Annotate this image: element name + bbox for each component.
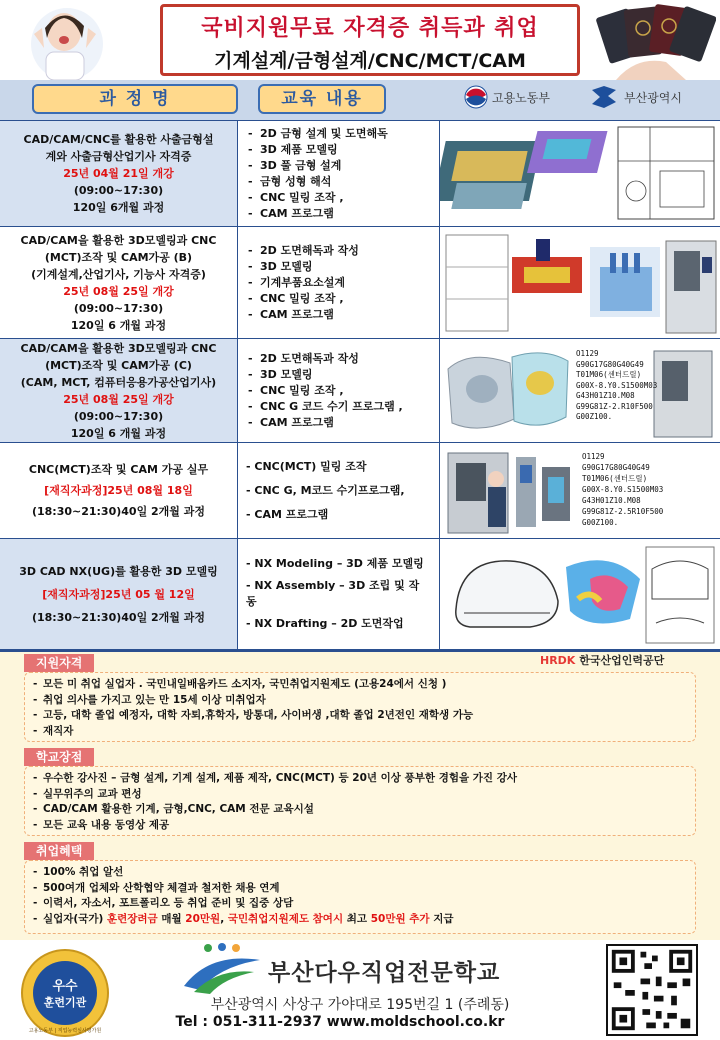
allowance-highlight: 훈련장려금 (106, 912, 158, 925)
content-item: - 3D 모델링 (260, 259, 429, 275)
benefit-item: - 100% 취업 알선 (43, 865, 685, 881)
content-item: - CNC 밀링 조작 , (260, 291, 429, 307)
gcode-listing (576, 349, 657, 423)
busan-city-text: 부산광역시 (624, 91, 682, 105)
course-start-date: 25년 08월 25일 개강 (63, 284, 174, 298)
content-item: - 2D 도면해독과 작성 (260, 351, 429, 367)
course-time: (18:30~21:30)40일 2개월 과정 (31, 610, 206, 624)
hrdk-logo (540, 652, 664, 668)
allowance-amount: 50만원 추가 (370, 912, 430, 925)
gcode-line: T01M06(센터드릴) (582, 474, 648, 483)
qr-code-icon[interactable] (606, 944, 698, 1036)
qualification-item: - 재직자 (43, 724, 685, 740)
course-name-line: CAD/CAM을 활용한 3D모델링과 CNC (20, 341, 217, 355)
course-name-cell (0, 121, 238, 226)
benefits-title: 취업혜택 (24, 842, 94, 860)
content-item: - 3D 제품 모델링 (260, 142, 429, 158)
seal-ring-text: 고용노동부 | 직업능력심사평가원 (28, 1028, 102, 1034)
allowance-amount: 20만원 (185, 912, 221, 925)
course-name-header: 과 정 명 (32, 84, 238, 114)
course-start-date: [재직자과정]25년 08월 18일 (44, 484, 193, 497)
strengths-list (24, 766, 696, 836)
machine-parts-image (440, 227, 720, 338)
labor-ministry-text: 고용노동부 (492, 91, 550, 105)
hrdk-mark: HRDK (540, 654, 576, 667)
course-row-2 (0, 226, 720, 338)
school-address: 부산광역시 사상구 가야대로 195번길 1 (주례동) (210, 997, 510, 1013)
gcode-line: O1129 (576, 349, 599, 358)
course-content-cell (238, 539, 440, 649)
content-item: - CNC(MCT) 밀링 조작 (246, 459, 367, 473)
allowance-text: 실업자(국가) (43, 912, 107, 925)
course-name-cell (0, 339, 238, 442)
qualification-list (24, 672, 696, 742)
benefits-list (24, 860, 696, 934)
course-row-3 (0, 338, 720, 442)
content-item: - CNC 밀링 조작 , (260, 190, 429, 206)
strength-item: - 우수한 강사진 – 금형 설계, 기계 설계, 제품 제작, CNC(MCT) 등 20년 이상 풍부한 경험을 가진 강사 (43, 771, 685, 787)
headline-title: 국비지원무료 자격증 취득과 취업 (201, 16, 539, 41)
header (0, 0, 720, 80)
content-item: - NX Drafting – 2D 도면작업 (246, 617, 404, 630)
content-item: - CNC 밀링 조작 , (260, 383, 429, 399)
course-name-line: CNC(MCT)조작 및 CAM 가공 실무 (28, 463, 209, 476)
hrdk-name: 한국산업인력공단 (579, 654, 665, 667)
course-content-cell (238, 339, 440, 442)
cnc-machining-image (440, 339, 720, 442)
gcode-line: G00Z100. (582, 518, 619, 527)
allowance-highlight: 국민취업지원제도 참여시 (227, 912, 344, 925)
course-start-date: 25년 04월 21일 개강 (63, 167, 174, 180)
strength-item: - 모든 교육 내용 동영상 제공 (43, 818, 685, 834)
content-item: - CNC G 코드 수기 프로그램 , (260, 399, 429, 415)
content-item: - CNC G, M코드 수기프로그램, (246, 483, 405, 497)
course-name-line: (MCT)조작 및 CAM가공 (C) (45, 358, 192, 372)
gcode-line: G99G81Z-2.R10F500 (576, 401, 653, 411)
course-name-cell (0, 539, 238, 649)
allowance-text: 최고 (343, 912, 371, 925)
content-item: - 2D 도면해독과 작성 (260, 243, 429, 259)
allowance-text: 매월 (157, 912, 186, 925)
course-name-line: (MCT)조작 및 CAM가공 (B) (44, 250, 193, 264)
labor-ministry-logo (462, 82, 574, 112)
course-name-cell (0, 443, 238, 538)
course-name-line: (기계설계,산업기사, 기능사 자격증) (31, 267, 206, 281)
gcode-line: G90G17G80G40G49 (576, 359, 644, 369)
content-item: - CAM 프로그램 (260, 307, 429, 323)
course-content-cell (238, 121, 440, 226)
gcode-line: G90G17G80G40G49 (582, 463, 650, 472)
benefit-item-allowance (43, 912, 685, 928)
cnc-operator-image (440, 443, 720, 538)
school-name: 부산다우직업전문학교 (268, 960, 501, 986)
qualification-item: - 고등, 대학 졸업 예정자, 대학 자퇴,휴학자, 방통대, 사이버생 ,대학 졸업 2년전인 재학생 가능 (43, 708, 685, 724)
course-duration: 120일 6 개월 과정 (70, 318, 167, 332)
course-content-header: 교육 내용 (258, 84, 386, 114)
gcode-line: G43H01Z10.M08 (576, 391, 635, 400)
course-time: (09:00~17:30) (73, 184, 164, 197)
course-content-cell (238, 443, 440, 538)
gcode-listing (582, 451, 663, 528)
content-item: - 기계부품요소설계 (260, 275, 429, 291)
course-duration: 120일 6 개월 과정 (70, 426, 167, 440)
gcode-line: G00Z100. (576, 412, 613, 421)
course-row-1 (0, 120, 720, 226)
benefit-item: - 500여개 업체와 산학협약 체결과 철저한 채용 연계 (43, 881, 685, 897)
content-item: - NX Modeling – 3D 제품 모델링 (246, 557, 424, 570)
course-start-date: [재직자과정]25년 05 월 12일 (42, 587, 195, 601)
allowance-text: 지급 (429, 912, 454, 925)
qualification-title: 지원자격 (24, 654, 94, 672)
benefit-item: - 이력서, 자소서, 포트폴리오 등 취업 준비 및 집중 상담 (43, 896, 685, 912)
gcode-line: G99G81Z-2.5R10F500 (582, 507, 664, 516)
course-name-cell (0, 227, 238, 338)
nx-modeling-image (440, 539, 720, 649)
course-content-cell (238, 227, 440, 338)
course-time: (09:00~17:30) (73, 301, 164, 315)
seal-bottom-text: 훈련기관 (43, 996, 87, 1009)
course-name-line: 계와 사출금형산업기사 자격증 (45, 150, 192, 163)
content-item: - 2D 금형 설계 및 도면해독 (260, 126, 429, 142)
course-name-line: (CAM, MCT, 컴퓨터응용가공산업기사) (20, 375, 217, 389)
woman-shouting-illustration (12, 4, 122, 80)
gcode-line: T01M06(센터드릴) (576, 370, 642, 379)
course-row-4 (0, 442, 720, 538)
gcode-line: O1129 (582, 452, 605, 461)
mold-design-image (440, 121, 720, 226)
strength-item: - 실무위주의 교과 편성 (43, 787, 685, 803)
allowance-text: , (220, 912, 228, 925)
content-item: - CAM 프로그램 (246, 507, 329, 521)
course-time: (09:00~17:30) (73, 409, 164, 423)
content-item: - 3D 풀 금형 설계 (260, 158, 429, 174)
content-item: - 금형 성형 해석 (260, 174, 429, 190)
course-duration: 120일 6개월 과정 (72, 201, 165, 214)
gcode-line: G00X-8.Y0.S1500M03 (582, 485, 664, 494)
gcode-line: G00X-8.Y0.S1500M03 (576, 380, 658, 390)
school-contact[interactable]: Tel : 051-311-2937 www.moldschool.co.kr (175, 1014, 505, 1030)
headline-subtitle: 기계설계/금형설계/CNC/MCT/CAM (214, 50, 526, 72)
course-start-date: 25년 08월 25일 개강 (63, 392, 174, 406)
headline-box (160, 4, 580, 76)
passports-illustration (596, 2, 716, 80)
course-name-line: CAD/CAM을 활용한 3D모델링과 CNC (20, 233, 217, 247)
strength-item: - CAD/CAM 활용한 기계, 금형,CNC, CAM 전문 교육시설 (43, 802, 685, 818)
content-item: - CAM 프로그램 (260, 415, 429, 431)
course-row-5 (0, 538, 720, 650)
course-name-line: CAD/CAM/CNC를 활용한 사출금형설 (23, 133, 214, 146)
content-item: - NX Assembly – 3D 조립 및 작동 (246, 579, 420, 608)
busan-city-logo (588, 82, 706, 112)
strengths-title: 학교장점 (24, 748, 94, 766)
course-table (0, 120, 720, 650)
content-item: - 3D 모델링 (260, 367, 429, 383)
content-item: - CAM 프로그램 (260, 206, 429, 222)
gcode-line: G43H01Z10.M08 (582, 496, 641, 505)
seal-top-text: 우수 (52, 979, 78, 994)
course-time: (18:30~21:30)40일 2개월 과정 (31, 505, 206, 518)
qualification-item: - 취업 의사를 가지고 있는 만 15세 이상 미취업자 (43, 693, 685, 709)
qualification-item: - 모든 미 취업 실업자 . 국민내일배움카드 소지자, 국민취업지원제도 (고용24에서 신청 ) (43, 677, 685, 693)
school-logo-icon (180, 942, 264, 994)
course-name-line: 3D CAD NX(UG)를 활용한 3D 모델링 (19, 564, 218, 578)
